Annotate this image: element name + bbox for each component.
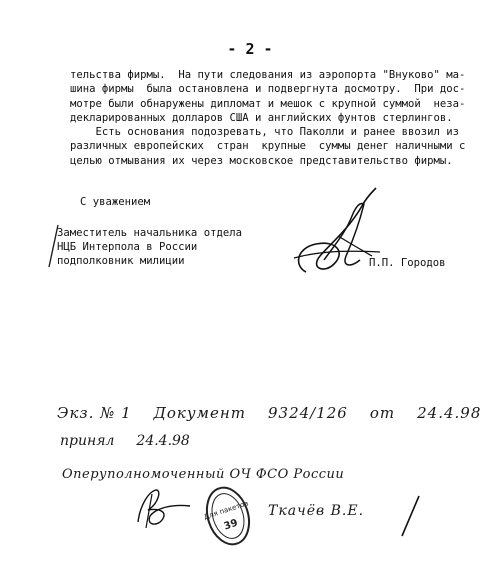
body-line: шина фирмы была остановлена и подвергнута досмотру. При дос- <box>70 83 466 96</box>
stamp-seal <box>196 484 260 548</box>
signature-mark <box>276 186 386 286</box>
handwritten-document-number: 9324/126 <box>267 404 348 422</box>
handwritten-document-label: Документ <box>153 404 246 422</box>
sender-block <box>57 226 242 268</box>
body-line: декларированных долларов США и английских фунтов стерлингов. <box>70 111 453 124</box>
handwritten-officer-name: Ткачёв В.Е. <box>268 503 365 519</box>
handwritten-copy-number: Экз. № 1 <box>57 404 132 422</box>
sender-title-line: подполковник милиции <box>57 255 185 267</box>
handwritten-officer-title: Оперуполномоченный ОЧ ФСО России <box>62 467 345 482</box>
handwritten-registration-line <box>57 404 500 422</box>
handwritten-received-word: принял <box>60 433 115 449</box>
sender-title-line: НЦБ Интерпола в России <box>57 241 198 253</box>
handwritten-from-word: от <box>369 404 396 422</box>
body-line: различных европейских стран крупные суммы денег наличными с <box>70 140 466 153</box>
closing-slash-mark <box>399 494 421 538</box>
handwritten-document-date: 24.4.98 <box>417 404 482 422</box>
body-line: тельства фирмы. На пути следования из аэропорта "Внуково" ма- <box>70 69 466 81</box>
handwritten-received-line <box>60 433 212 449</box>
handwritten-signature-mark <box>132 482 194 532</box>
body-line: целью отмывания их через московское представительство фирмы. <box>70 154 453 167</box>
body-line: Есть основания подозревать, что Паколли и ранее ввозил из <box>70 126 460 139</box>
handwritten-received-date: 24.4.98 <box>136 433 190 449</box>
closing-salutation: С уважением <box>80 196 151 208</box>
stamp-label: Для пакетов <box>202 499 250 522</box>
letter-body <box>70 68 466 168</box>
body-line: мотре были обнаружены дипломат и мешок с крупной суммой неза- <box>70 97 466 110</box>
sender-title-line: Заместитель начальника отдела <box>57 227 242 239</box>
page-number: - 2 - <box>227 40 273 58</box>
signer-name: П.П. Городов <box>369 257 446 269</box>
stamp-number: 39 <box>222 517 240 533</box>
